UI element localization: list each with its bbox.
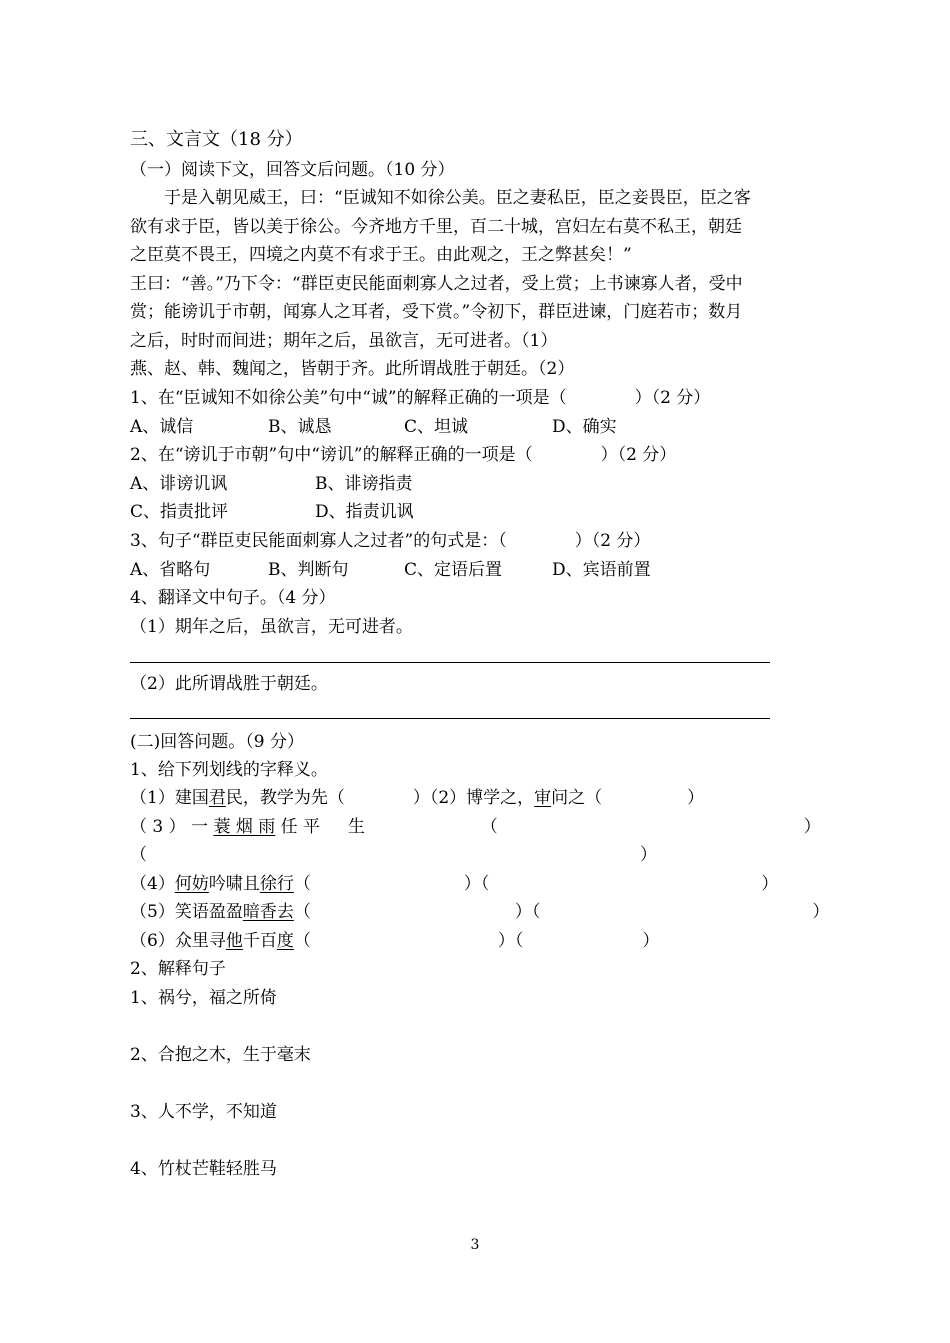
section-title: 三、文言文（18 分） — [130, 129, 303, 150]
underlined-char: 何妨 — [174, 874, 209, 894]
passage-line: 之臣莫不畏王，四境之内莫不有求于王。由此观之，王之弊甚矣！” — [130, 245, 632, 265]
question-4-sentence-1: （1）期年之后，虽欲言，无可进者。 — [130, 617, 413, 637]
vocab-item-6: （6）众里寻他千百度（ ）（ ） — [130, 931, 660, 951]
underlined-char: 暗香去 — [242, 902, 294, 922]
underlined-char: 蓑 烟 雨 — [213, 817, 276, 837]
sentence-item: 2、合抱之木，生于毫末 — [130, 1045, 311, 1065]
question-3-stem: 3、句子“群臣吏民能面刺寡人之过者”的句式是：（ ）（2 分） — [130, 531, 651, 551]
question-1-option-b: B、诚恳 — [268, 417, 332, 437]
question-3-option-d: D、宾语前置 — [552, 560, 651, 580]
answer-line[interactable] — [130, 662, 770, 663]
question-3-option-c: C、定语后置 — [404, 560, 503, 580]
sentence-item: 4、竹杖芒鞋轻胜马 — [130, 1159, 277, 1179]
passage-line: 于是入朝见威王，曰：“臣诚知不如徐公美。臣之妻私臣，臣之妾畏臣，臣之客 — [130, 188, 751, 208]
sentence-item: 3、人不学，不知道 — [130, 1102, 277, 1122]
question-2-option-b: B、诽谤指责 — [315, 474, 413, 494]
passage-line: 燕、赵、韩、魏闻之，皆朝于齐。此所谓战胜于朝廷。（2） — [130, 359, 575, 379]
question-2-option-a: A、诽谤讥讽 — [130, 474, 228, 494]
passage-line: 之后，时时而间进；期年之后，虽欲言，无可进者。（1） — [130, 331, 558, 351]
question-1-option-a: A、诚信 — [130, 417, 194, 437]
question-1-option-d: D、确实 — [552, 417, 617, 437]
passage-line: 王曰：“善。”乃下令：“群臣吏民能面刺寡人之过者，受上赏；上书谏寡人者，受中 — [130, 274, 743, 294]
sentence-item: 1、祸兮，福之所倚 — [130, 988, 277, 1008]
question-1-stem: 1、在“臣诚知不如徐公美”句中“诚”的解释正确的一项是（ ）（2 分） — [130, 388, 711, 408]
part1-title: （一）阅读下文，回答文后问题。（10 分） — [130, 160, 455, 180]
part2-question-1-stem: 1、给下列划线的字释义。 — [130, 760, 328, 780]
question-2-stem: 2、在“谤讥于市朝”句中“谤讥”的解释正确的一项是（ ）（2 分） — [130, 445, 677, 465]
question-2-option-d: D、指责讥讽 — [315, 502, 414, 522]
page-number: 3 — [470, 1237, 480, 1253]
passage-line: 欲有求于臣，皆以美于徐公。今齐地方千里，百二十城，宫妇左右莫不私王，朝廷 — [130, 217, 742, 237]
question-3-option-b: B、判断句 — [268, 560, 349, 580]
passage-line: 赏；能谤讥于市朝，闻寡人之耳者，受下赏。”令初下，群臣进谏，门庭若市；数月 — [130, 302, 743, 322]
underlined-char: 度 — [276, 931, 294, 951]
part2-title: (二)回答问题。（9 分） — [130, 732, 304, 752]
question-1-option-c: C、坦诚 — [404, 417, 469, 437]
vocab-item-1-2: （1）建国君民，教学为先（ ）（2）博学之，审问之（ ） — [130, 788, 705, 808]
question-2-option-c: C、指责批评 — [130, 502, 229, 522]
underlined-char: 徐行 — [259, 874, 294, 894]
underlined-char: 君 — [208, 788, 226, 808]
question-3-option-a: A、省略句 — [130, 560, 211, 580]
answer-line[interactable] — [130, 718, 770, 719]
question-4-sentence-2: （2）此所谓战胜于朝廷。 — [130, 674, 328, 694]
question-4-stem: 4、翻译文中句子。（4 分） — [130, 588, 336, 608]
underlined-char: 审 — [534, 788, 552, 808]
part2-question-2-stem: 2、解释句子 — [130, 959, 226, 979]
vocab-item-3-continued: （ ） — [130, 845, 657, 865]
underlined-char: 他 — [225, 931, 243, 951]
vocab-item-4: （4）何妨吟啸且徐行（ ）（ ） — [130, 874, 779, 894]
vocab-item-3: （ 3 ） 一 蓑 烟 雨 任 平 生 （ ） — [130, 817, 821, 837]
vocab-item-5: （5）笑语盈盈暗香去（ ）（ ） — [130, 902, 830, 922]
